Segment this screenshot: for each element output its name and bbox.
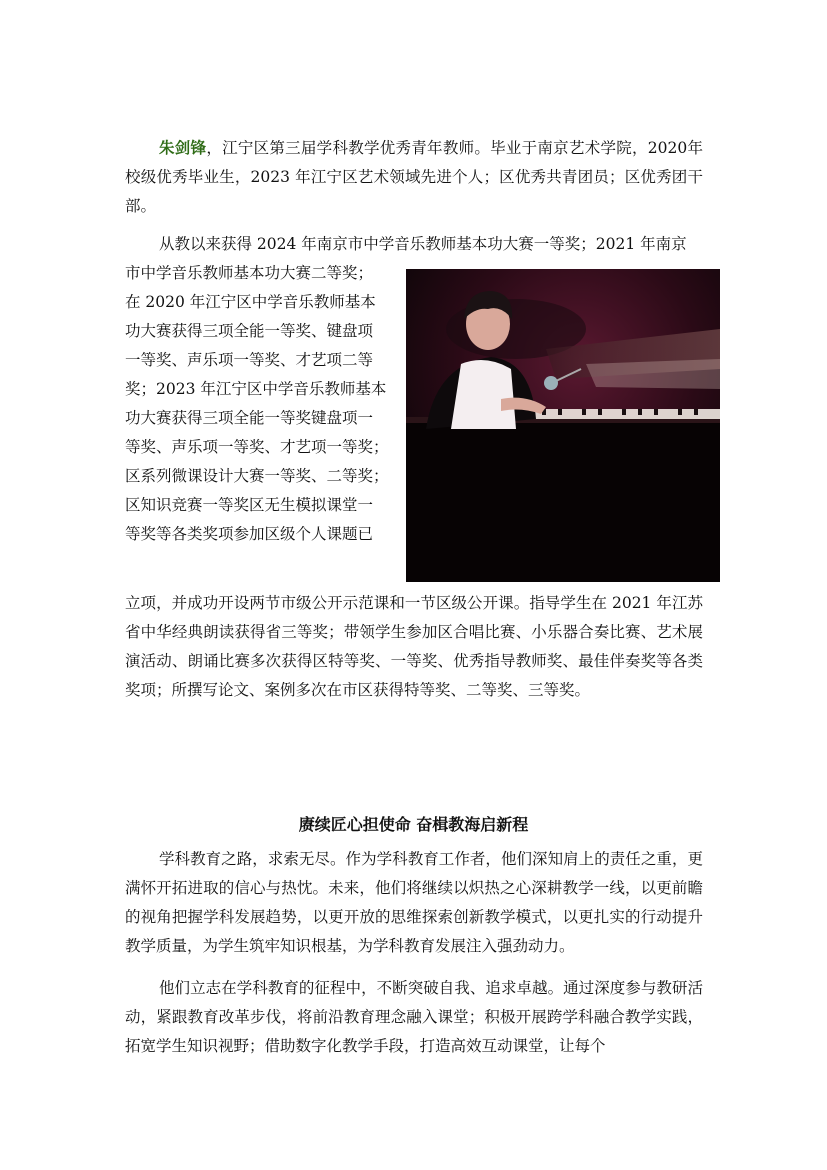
awards-wrap-line: 功大赛获得三项全能一等奖、键盘项 [125, 322, 374, 340]
pianist-photo-illustration [406, 269, 720, 582]
profile-intro-paragraph [125, 133, 703, 221]
awards-wrap-line: 在 2020 年江宁区中学音乐教师基本 [125, 293, 376, 311]
teacher-name: 朱剑锋 [159, 138, 207, 157]
section-heading: 赓续匠心担使命 奋楫教海启新程 [298, 815, 529, 834]
awards-wrap-line: 功大赛获得三项全能一等奖键盘项一 [125, 409, 374, 427]
section-paragraph-1: 学科教育之路，求索无尽。作为学科教育工作者，他们深知肩上的责任之重，更满怀开拓进取的信心与热忱。未来，他们将继续以炽热之心深耕教学一线，以更前瞻的视角把握学科发展趋势，以更开放的思维探索创新教学模式，以更扎实的行动提升教学质量，为学生筑牢知识根基，为学科教育发展注入强劲动力。 [125, 850, 703, 955]
awards-wrap-line: 区系列微课设计大赛一等奖、二等奖； [125, 467, 389, 485]
awards-wrap-line: 市中学音乐教师基本功大赛二等奖； [125, 264, 374, 282]
awards-wrap-line: 奖；2023 年江宁区中学音乐教师基本 [125, 380, 387, 398]
profile-intro-text: ，江宁区第三届学科教学优秀青年教师。毕业于南京艺术学院，2020年校级优秀毕业生，2023 年江宁区艺术领域先进个人；区优秀共青团员；区优秀团干部。 [125, 139, 703, 215]
awards-rest-paragraph: 立项，并成功开设两节市级公开示范课和一节区级公开课。指导学生在 2021 年江苏省中华经典朗读获得省三等奖；带领学生参加区合唱比赛、小乐器合奏比赛、艺术展演活动、朗诵比赛多次获得区特等奖、一等奖、优秀指导教师奖、最佳伴奏奖等各类奖项；所撰写论文、案例多次在市区获得特等奖、二等奖、三等奖。 [125, 594, 703, 699]
section-paragraph-2: 他们立志在学科教育的征程中，不断突破自我、追求卓越。通过深度参与教研活动，紧跟教育改革步伐，将前沿教育理念融入课堂；积极开展跨学科融合教学实践，拓宽学生知识视野；借助数字化教学手段，打造高效互动课堂，让每个 [125, 979, 703, 1055]
pianist-photo [406, 269, 720, 582]
awards-first-line: 从教以来获得 2024 年南京市中学音乐教师基本功大赛一等奖；2021 年南京 [159, 235, 687, 253]
awards-wrap-line: 等奖、声乐项一等奖、才艺项一等奖； [125, 438, 389, 456]
awards-wrap-line: 区知识竞赛一等奖区无生模拟课堂一 [125, 496, 374, 514]
awards-wrap-line: 一等奖、声乐项一等奖、才艺项二等 [125, 351, 374, 369]
awards-wrap-line: 等奖等各类奖项参加区级个人课题已 [125, 525, 374, 543]
